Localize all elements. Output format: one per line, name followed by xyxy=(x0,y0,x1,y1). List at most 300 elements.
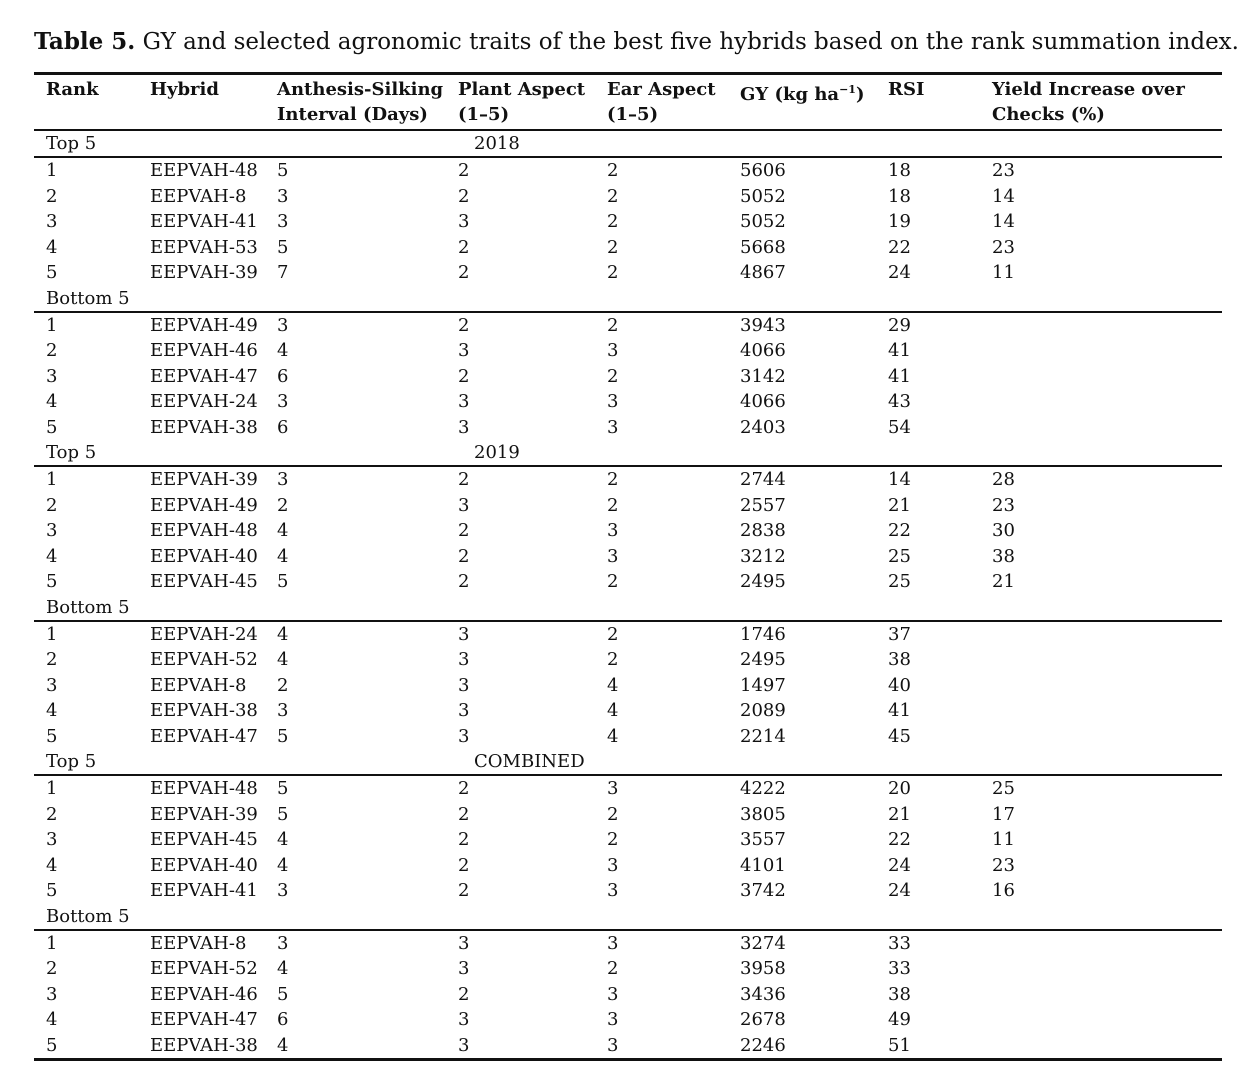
hybrid-cell: EEPVAH-46 xyxy=(150,983,258,1005)
hybrid-cell: EEPVAH-45 xyxy=(150,571,258,593)
rsi-cell: 33 xyxy=(888,958,911,980)
table-row xyxy=(34,1007,1222,1033)
rank-cell: 1 xyxy=(46,160,58,182)
plant-aspect-cell: 2 xyxy=(458,520,470,542)
asi-cell: 4 xyxy=(277,545,289,567)
rank-cell: 3 xyxy=(46,211,58,233)
ear-aspect-cell: 3 xyxy=(607,854,619,876)
ear-aspect-cell: 4 xyxy=(607,700,619,722)
table-row xyxy=(34,673,1222,699)
rank-cell: 5 xyxy=(46,571,58,593)
plant-aspect-cell: 3 xyxy=(458,649,470,671)
ear-aspect-cell: 2 xyxy=(607,236,619,258)
gy-cell: 2557 xyxy=(740,494,786,516)
gy-cell: 2214 xyxy=(740,725,786,747)
group-year xyxy=(446,595,1222,621)
plant-aspect-cell: 3 xyxy=(458,211,470,233)
table-row xyxy=(34,338,1222,364)
rank-cell: 4 xyxy=(46,236,58,258)
group-row xyxy=(34,904,1222,930)
table-row xyxy=(34,544,1222,570)
ear-aspect-cell: 2 xyxy=(607,571,619,593)
ear-aspect-cell: 3 xyxy=(607,520,619,542)
ear-aspect-cell: 3 xyxy=(607,983,619,1005)
hybrid-cell: EEPVAH-39 xyxy=(150,469,258,491)
table-row xyxy=(34,389,1222,415)
table-row xyxy=(34,647,1222,673)
yield-increase-cell xyxy=(980,724,1222,750)
table-row xyxy=(34,364,1222,390)
plant-aspect-cell: 2 xyxy=(458,983,470,1005)
hybrid-cell: EEPVAH-38 xyxy=(150,700,258,722)
rank-cell: 4 xyxy=(46,854,58,876)
asi-cell: 6 xyxy=(277,1009,289,1031)
plant-aspect-cell: 2 xyxy=(458,185,470,207)
hybrid-cell: EEPVAH-52 xyxy=(150,958,258,980)
group-row xyxy=(34,130,1222,157)
yield-increase-cell: 23 xyxy=(992,236,1015,258)
yield-increase-cell xyxy=(980,364,1222,390)
group-year: 2018 xyxy=(446,130,1222,157)
gy-cell: 3557 xyxy=(740,829,786,851)
table-row xyxy=(34,956,1222,982)
gy-cell: 1497 xyxy=(740,674,786,696)
ear-aspect-cell: 4 xyxy=(607,725,619,747)
plant-aspect-cell: 2 xyxy=(458,314,470,336)
ear-aspect-cell: 2 xyxy=(607,649,619,671)
hybrid-cell: EEPVAH-24 xyxy=(150,623,258,645)
table-row xyxy=(34,802,1222,828)
ear-aspect-cell: 2 xyxy=(607,494,619,516)
yield-increase-cell: 21 xyxy=(992,571,1015,593)
rsi-cell: 22 xyxy=(888,520,911,542)
rank-cell: 2 xyxy=(46,340,58,362)
gy-cell: 2495 xyxy=(740,649,786,671)
rank-cell: 3 xyxy=(46,520,58,542)
asi-cell: 4 xyxy=(277,649,289,671)
plant-aspect-cell: 2 xyxy=(458,236,470,258)
table-row xyxy=(34,569,1222,595)
yield-increase-cell xyxy=(980,312,1222,339)
rsi-cell: 25 xyxy=(888,545,911,567)
yield-increase-cell: 17 xyxy=(992,803,1015,825)
ear-aspect-cell: 2 xyxy=(607,829,619,851)
group-row xyxy=(34,749,1222,775)
rsi-cell: 24 xyxy=(888,880,911,902)
rank-cell: 4 xyxy=(46,545,58,567)
table-row xyxy=(34,827,1222,853)
ear-aspect-cell: 3 xyxy=(607,416,619,438)
group-label: Bottom 5 xyxy=(34,286,446,312)
table-row xyxy=(34,724,1222,750)
plant-aspect-cell: 2 xyxy=(458,803,470,825)
plant-aspect-cell: 2 xyxy=(458,829,470,851)
asi-cell: 5 xyxy=(277,160,289,182)
ear-aspect-cell: 3 xyxy=(607,545,619,567)
plant-aspect-cell: 3 xyxy=(458,725,470,747)
table-row xyxy=(34,260,1222,286)
table-row xyxy=(34,698,1222,724)
results-table xyxy=(34,72,1222,1061)
group-label: Bottom 5 xyxy=(34,595,446,621)
gy-cell: 3274 xyxy=(740,932,786,954)
yield-increase-cell: 23 xyxy=(992,160,1015,182)
header-row xyxy=(34,74,1222,131)
rank-cell: 5 xyxy=(34,1033,138,1060)
hybrid-cell: EEPVAH-49 xyxy=(150,494,258,516)
rank-cell: 4 xyxy=(46,1009,58,1031)
asi-cell: 6 xyxy=(277,365,289,387)
header-ear-aspect: Ear Aspect (1–5) xyxy=(595,74,728,131)
group-row xyxy=(34,286,1222,312)
gy-cell: 5668 xyxy=(740,236,786,258)
table-row xyxy=(34,157,1222,184)
rank-cell: 4 xyxy=(46,391,58,413)
plant-aspect-cell: 2 xyxy=(458,365,470,387)
rank-cell: 2 xyxy=(46,649,58,671)
rank-cell: 1 xyxy=(46,314,58,336)
rsi-cell: 51 xyxy=(876,1033,980,1060)
asi-cell: 4 xyxy=(277,520,289,542)
gy-cell: 4101 xyxy=(740,854,786,876)
gy-cell: 2089 xyxy=(740,700,786,722)
rsi-cell: 21 xyxy=(888,494,911,516)
rsi-cell: 19 xyxy=(888,211,911,233)
gy-cell: 2838 xyxy=(740,520,786,542)
table-row xyxy=(34,853,1222,879)
ear-aspect-cell: 2 xyxy=(607,185,619,207)
header-rsi: RSI xyxy=(876,74,980,131)
hybrid-cell: EEPVAH-8 xyxy=(150,185,247,207)
gy-cell: 2403 xyxy=(740,416,786,438)
header-yield-increase: Yield Increase over Checks (%) xyxy=(980,74,1222,131)
rsi-cell: 45 xyxy=(888,725,911,747)
plant-aspect-cell: 2 xyxy=(458,545,470,567)
asi-cell: 5 xyxy=(277,571,289,593)
yield-increase-cell xyxy=(980,1033,1222,1060)
rank-cell: 5 xyxy=(46,262,58,284)
rsi-cell: 41 xyxy=(888,340,911,362)
hybrid-cell: EEPVAH-47 xyxy=(150,725,258,747)
hybrid-cell: EEPVAH-8 xyxy=(150,674,247,696)
ear-aspect-cell: 3 xyxy=(607,1009,619,1031)
rsi-cell: 14 xyxy=(888,469,911,491)
group-year xyxy=(446,904,1222,930)
table-label: Table 5. xyxy=(34,28,136,55)
group-year: 2019 xyxy=(446,440,1222,466)
ear-aspect-cell: 3 xyxy=(595,1033,728,1060)
rsi-cell: 38 xyxy=(888,649,911,671)
gy-cell: 5052 xyxy=(740,211,786,233)
yield-increase-cell: 11 xyxy=(992,262,1015,284)
rsi-cell: 43 xyxy=(888,391,911,413)
gy-cell: 3436 xyxy=(740,983,786,1005)
hybrid-cell: EEPVAH-52 xyxy=(150,649,258,671)
asi-cell: 3 xyxy=(277,391,289,413)
yield-increase-cell: 30 xyxy=(992,520,1015,542)
group-label: Top 5 xyxy=(34,440,446,466)
header-rank: Rank xyxy=(34,74,138,131)
plant-aspect-cell: 3 xyxy=(458,958,470,980)
group-year: COMBINED xyxy=(446,749,1222,775)
table-row xyxy=(34,466,1222,493)
gy-cell: 2246 xyxy=(728,1033,876,1060)
gy-cell: 5606 xyxy=(740,160,786,182)
rank-cell: 5 xyxy=(46,725,58,747)
asi-cell: 3 xyxy=(277,211,289,233)
asi-cell: 5 xyxy=(277,803,289,825)
rsi-cell: 22 xyxy=(888,829,911,851)
table-row xyxy=(34,775,1222,802)
ear-aspect-cell: 2 xyxy=(607,262,619,284)
asi-cell: 4 xyxy=(277,958,289,980)
rank-cell: 2 xyxy=(46,494,58,516)
ear-aspect-cell: 2 xyxy=(607,469,619,491)
header-asi: Anthesis-Silking Interval (Days) xyxy=(265,74,446,131)
plant-aspect-cell: 2 xyxy=(458,160,470,182)
table-row xyxy=(34,415,1222,441)
rsi-cell: 29 xyxy=(888,314,911,336)
gy-cell: 2744 xyxy=(740,469,786,491)
hybrid-cell: EEPVAH-48 xyxy=(150,520,258,542)
rsi-cell: 41 xyxy=(888,365,911,387)
asi-cell: 5 xyxy=(277,725,289,747)
hybrid-cell: EEPVAH-41 xyxy=(150,880,258,902)
gy-cell: 4867 xyxy=(740,262,786,284)
gy-cell: 3958 xyxy=(740,958,786,980)
rank-cell: 3 xyxy=(46,365,58,387)
plant-aspect-cell: 2 xyxy=(458,262,470,284)
asi-cell: 2 xyxy=(277,494,289,516)
rank-cell: 1 xyxy=(46,932,58,954)
asi-cell: 4 xyxy=(277,829,289,851)
ear-aspect-cell: 2 xyxy=(607,211,619,233)
rank-cell: 3 xyxy=(46,829,58,851)
plant-aspect-cell: 3 xyxy=(458,494,470,516)
ear-aspect-cell: 2 xyxy=(607,365,619,387)
rsi-cell: 18 xyxy=(888,160,911,182)
gy-cell: 3212 xyxy=(740,545,786,567)
header-hybrid: Hybrid xyxy=(138,74,265,131)
asi-cell: 3 xyxy=(277,932,289,954)
ear-aspect-cell: 2 xyxy=(607,314,619,336)
rsi-cell: 22 xyxy=(888,236,911,258)
yield-increase-cell xyxy=(980,415,1222,441)
plant-aspect-cell: 2 xyxy=(458,778,470,800)
ear-aspect-cell: 3 xyxy=(607,340,619,362)
table-row xyxy=(34,312,1222,339)
asi-cell: 4 xyxy=(277,340,289,362)
rsi-cell: 21 xyxy=(888,803,911,825)
ear-aspect-cell: 4 xyxy=(607,674,619,696)
rsi-cell: 20 xyxy=(888,778,911,800)
plant-aspect-cell: 3 xyxy=(458,700,470,722)
plant-aspect-cell: 2 xyxy=(458,880,470,902)
rsi-cell: 41 xyxy=(888,700,911,722)
asi-cell: 3 xyxy=(277,880,289,902)
asi-cell: 3 xyxy=(277,700,289,722)
plant-aspect-cell: 3 xyxy=(458,340,470,362)
yield-increase-cell xyxy=(980,389,1222,415)
hybrid-cell: EEPVAH-45 xyxy=(150,829,258,851)
rank-cell: 4 xyxy=(46,700,58,722)
rsi-cell: 25 xyxy=(888,571,911,593)
hybrid-cell: EEPVAH-40 xyxy=(150,545,258,567)
table-row xyxy=(34,493,1222,519)
ear-aspect-cell: 3 xyxy=(607,391,619,413)
group-label: Top 5 xyxy=(34,130,446,157)
yield-increase-cell xyxy=(980,930,1222,957)
plant-aspect-cell: 3 xyxy=(458,674,470,696)
rank-cell: 2 xyxy=(46,185,58,207)
yield-increase-cell xyxy=(980,647,1222,673)
table-row xyxy=(34,209,1222,235)
asi-cell: 3 xyxy=(277,185,289,207)
hybrid-cell: EEPVAH-39 xyxy=(150,803,258,825)
rsi-cell: 40 xyxy=(888,674,911,696)
hybrid-cell: EEPVAH-41 xyxy=(150,211,258,233)
table-row xyxy=(34,621,1222,648)
rsi-cell: 49 xyxy=(888,1009,911,1031)
yield-increase-cell: 38 xyxy=(992,545,1015,567)
table-row xyxy=(34,184,1222,210)
header-gy: GY (kg $ha^{-1}$) xyxy=(728,74,876,131)
gy-cell: 4066 xyxy=(740,391,786,413)
table-row xyxy=(34,518,1222,544)
hybrid-cell: EEPVAH-48 xyxy=(150,160,258,182)
yield-increase-cell: 25 xyxy=(992,778,1015,800)
ear-aspect-cell: 3 xyxy=(607,932,619,954)
hybrid-cell: EEPVAH-39 xyxy=(150,262,258,284)
gy-cell: 4222 xyxy=(740,778,786,800)
hybrid-cell: EEPVAH-47 xyxy=(150,1009,258,1031)
hybrid-cell: EEPVAH-40 xyxy=(150,854,258,876)
plant-aspect-cell: 2 xyxy=(458,571,470,593)
asi-cell: 3 xyxy=(277,469,289,491)
rank-cell: 2 xyxy=(46,803,58,825)
gy-cell: 3142 xyxy=(740,365,786,387)
plant-aspect-cell: 3 xyxy=(458,416,470,438)
gy-cell: 4066 xyxy=(740,340,786,362)
rsi-cell: 37 xyxy=(888,623,911,645)
gy-cell: 3943 xyxy=(740,314,786,336)
rsi-cell: 54 xyxy=(888,416,911,438)
yield-increase-cell: 11 xyxy=(992,829,1015,851)
plant-aspect-cell: 3 xyxy=(446,1033,595,1060)
gy-cell: 3805 xyxy=(740,803,786,825)
asi-cell: 6 xyxy=(277,416,289,438)
rank-cell: 3 xyxy=(46,674,58,696)
gy-cell: 5052 xyxy=(740,185,786,207)
yield-increase-cell: 23 xyxy=(992,494,1015,516)
rsi-cell: 18 xyxy=(888,185,911,207)
asi-cell: 4 xyxy=(277,854,289,876)
asi-cell: 5 xyxy=(277,983,289,1005)
rank-cell: 1 xyxy=(46,778,58,800)
hybrid-cell: EEPVAH-46 xyxy=(150,340,258,362)
ear-aspect-cell: 2 xyxy=(607,623,619,645)
rsi-cell: 24 xyxy=(888,854,911,876)
ear-aspect-cell: 2 xyxy=(607,160,619,182)
yield-increase-cell: 16 xyxy=(992,880,1015,902)
gy-cell: 1746 xyxy=(740,623,786,645)
plant-aspect-cell: 3 xyxy=(458,932,470,954)
plant-aspect-cell: 3 xyxy=(458,391,470,413)
hybrid-cell: EEPVAH-47 xyxy=(150,365,258,387)
hybrid-cell: EEPVAH-49 xyxy=(150,314,258,336)
yield-increase-cell xyxy=(980,1007,1222,1033)
asi-cell: 5 xyxy=(277,236,289,258)
yield-increase-cell: 14 xyxy=(992,211,1015,233)
group-row xyxy=(34,440,1222,466)
group-year xyxy=(446,286,1222,312)
yield-increase-cell xyxy=(980,956,1222,982)
plant-aspect-cell: 2 xyxy=(458,854,470,876)
group-label: Bottom 5 xyxy=(34,904,446,930)
table-caption-text: GY and selected agronomic traits of the best five hybrids based on the rank summation index. xyxy=(135,29,1239,55)
yield-increase-cell: 14 xyxy=(992,185,1015,207)
table-caption xyxy=(34,28,1239,56)
ear-aspect-cell: 3 xyxy=(607,778,619,800)
yield-increase-cell xyxy=(980,338,1222,364)
asi-cell: 3 xyxy=(277,314,289,336)
rank-cell: 1 xyxy=(46,469,58,491)
hybrid-cell: EEPVAH-24 xyxy=(150,391,258,413)
group-row xyxy=(34,595,1222,621)
yield-increase-cell xyxy=(980,673,1222,699)
yield-increase-cell xyxy=(980,698,1222,724)
group-label: Top 5 xyxy=(34,749,446,775)
rank-cell: 1 xyxy=(46,623,58,645)
hybrid-cell: EEPVAH-38 xyxy=(138,1033,265,1060)
rsi-cell: 33 xyxy=(888,932,911,954)
rank-cell: 5 xyxy=(46,416,58,438)
asi-cell: 4 xyxy=(265,1033,446,1060)
ear-aspect-cell: 2 xyxy=(607,958,619,980)
gy-cell: 3742 xyxy=(740,880,786,902)
table-row xyxy=(34,982,1222,1008)
table-row xyxy=(34,235,1222,261)
table-body xyxy=(34,130,1222,1060)
plant-aspect-cell: 2 xyxy=(458,469,470,491)
yield-increase-cell xyxy=(980,982,1222,1008)
rank-cell: 2 xyxy=(46,958,58,980)
ear-aspect-cell: 2 xyxy=(607,803,619,825)
hybrid-cell: EEPVAH-8 xyxy=(150,932,247,954)
header-plant-aspect: Plant Aspect (1–5) xyxy=(446,74,595,131)
rsi-cell: 38 xyxy=(888,983,911,1005)
yield-increase-cell: 28 xyxy=(992,469,1015,491)
table-row xyxy=(34,1033,1222,1060)
table-row xyxy=(34,878,1222,904)
gy-cell: 2495 xyxy=(740,571,786,593)
yield-increase-cell: 23 xyxy=(992,854,1015,876)
table-row xyxy=(34,930,1222,957)
asi-cell: 7 xyxy=(277,262,289,284)
plant-aspect-cell: 3 xyxy=(458,623,470,645)
asi-cell: 4 xyxy=(277,623,289,645)
hybrid-cell: EEPVAH-48 xyxy=(150,778,258,800)
hybrid-cell: EEPVAH-53 xyxy=(150,236,258,258)
asi-cell: 5 xyxy=(277,778,289,800)
rank-cell: 5 xyxy=(46,880,58,902)
rank-cell: 3 xyxy=(46,983,58,1005)
rsi-cell: 24 xyxy=(888,262,911,284)
gy-cell: 2678 xyxy=(740,1009,786,1031)
asi-cell: 2 xyxy=(277,674,289,696)
hybrid-cell: EEPVAH-38 xyxy=(150,416,258,438)
yield-increase-cell xyxy=(980,621,1222,648)
